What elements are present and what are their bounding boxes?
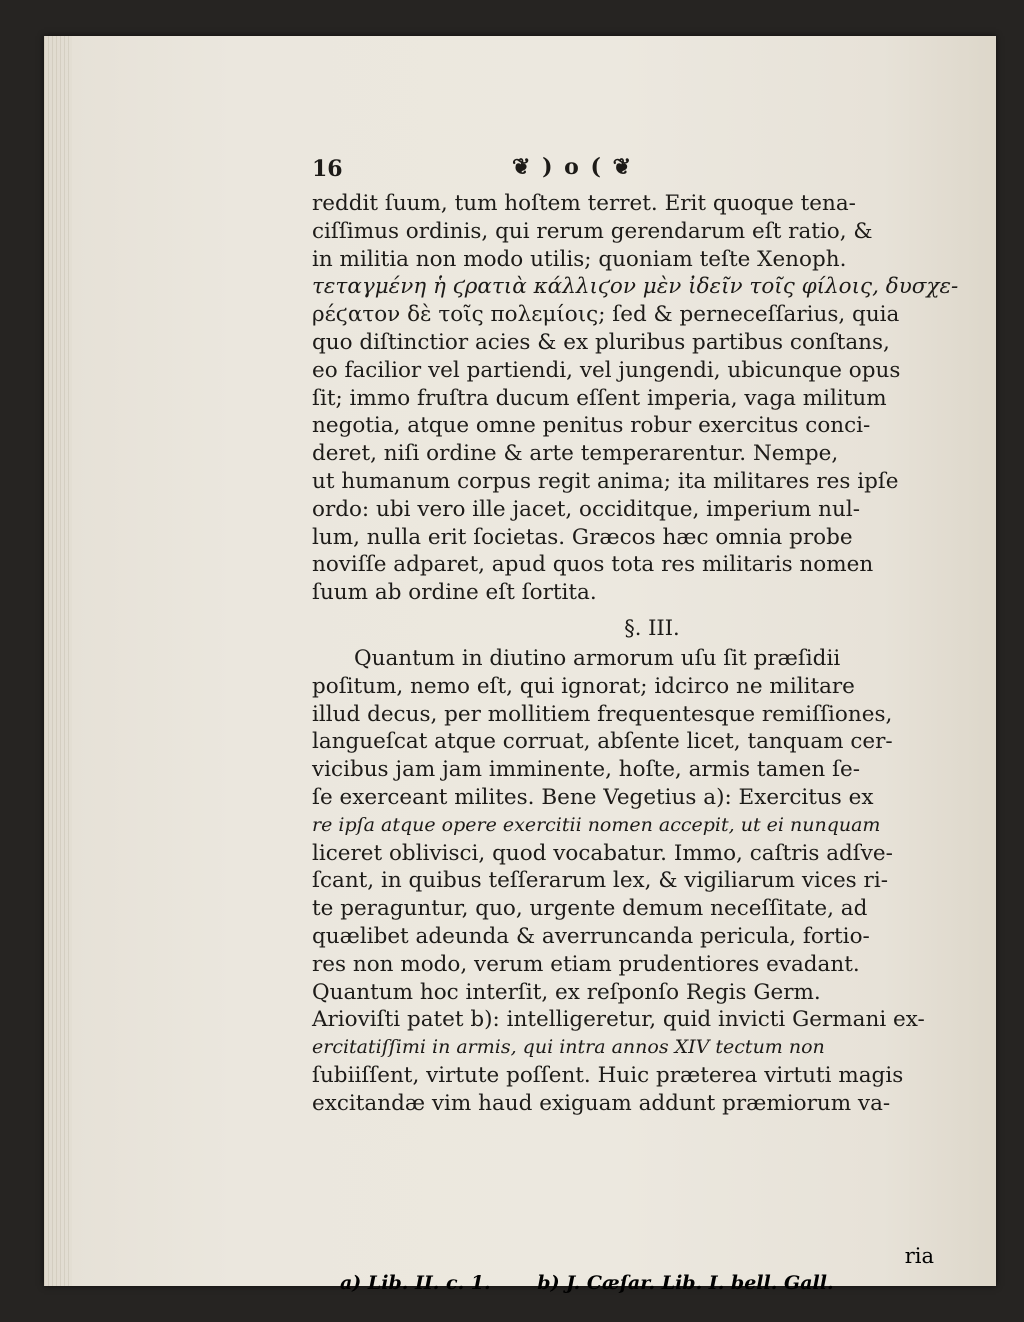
text-line: in militia non modo utilis; quoniam teſte Xenoph. [312,246,847,272]
text-line: reddit ſuum, tum hoſtem terret. Erit quoque tena- [312,191,856,216]
section-heading: §. III. [624,615,680,640]
footnote-b: b) J. Cæſar. Lib. I. bell. Gall. [537,1272,834,1294]
text-line: vicibus jam jam imminente, hoſte, armis tamen ſe- [312,757,861,783]
text-line: Quantum hoc interſit, ex reſponſo Regis Germ. [312,979,821,1005]
text-line: Quantum in diutino armorum uſu ſit præſidii [354,645,841,671]
page-number: 16 [312,156,343,182]
page-edge [44,36,72,1286]
footnotes [340,1272,874,1294]
text-line: langueſcat atque corruat, abſente licet, tanquam cer- [312,729,893,755]
text-line: τεταγμένη ἡ ϛρατιὰ κάλλιϛον μὲν ἰδεῖν τοῖς φίλοις, δυσχε- [312,274,959,300]
page-footer-area [312,150,959,1300]
text-line: ſuum ab ordine eſt ſortita. [312,580,597,606]
text-line: eo facilior vel partiendi, vel jungendi, ubicunque opus [312,357,901,383]
footnote-a: a) Lib. II. c. 1. [340,1272,491,1294]
text-line: lum, nulla erit ſocietas. Græcos hæc omnia probe [312,524,853,550]
text-line: ut humanum corpus regit anima; ita militares res ipſe [312,468,899,494]
text-line: noviſſe adparet, apud quos tota res militaris nomen [312,552,874,578]
text-line: negotia, atque omne penitus robur exercitus conci- [312,413,871,439]
text-line: ρέϛατον δὲ τοῖς πολεμίοις; ſed & perneceſſarius, quia [312,302,900,328]
text-line: ercitatiſſimi in armis, qui intra annos XIV tectum non [312,1036,825,1059]
text-line: illud decus, per mollitiem frequentesque remiſſiones, [312,701,893,727]
text-line: ſcant, in quibus teſſerarum lex, & vigiliarum vices ri- [312,868,888,894]
text-line: ordo: ubi vero ille jacet, occiditque, imperium nul- [312,496,860,522]
text-line: quælibet adeunda & averruncanda pericula, fortio- [312,923,870,949]
text-line: quo diſtinctior acies & ex pluribus partibus conſtans, [312,329,890,355]
text-line: deret, niſi ordine & arte temperarentur. Nempe, [312,441,839,467]
text-line: ſit; immo fruſtra ducum eſſent imperia, vaga militum [312,385,887,411]
text-line: poſitum, nemo eſt, qui ignorat; idcirco ne militare [312,673,855,699]
text-line: Arioviſti patet b): intelligeretur, quid invicti Germani ex- [312,1007,925,1033]
text-line: excitandæ vim haud exiguam addunt præmiorum va- [312,1090,891,1116]
header-ornament: ❦ ) o ( ❦ [512,154,633,180]
text-line: liceret oblivisci, quod vocabatur. Immo, caſtris adſve- [312,840,893,866]
text-line: te peraguntur, quo, urgente demum neceſſitate, ad [312,896,868,922]
text-line: ciſſimus ordinis, qui rerum gerendarum eſt ratio, & [312,218,873,244]
text-line: ſe exerceant milites. Bene Vegetius a): Exercitus ex [312,784,874,810]
text-line: re ipſa atque opere exercitii nomen accepit, ut ei nunquam [312,813,881,836]
text-line: res non modo, verum etiam prudentiores evadant. [312,951,860,977]
catchword: ria [904,1244,934,1268]
text-line: ſubiiſſent, virtute poſſent. Huic præterea virtuti magis [312,1062,904,1088]
